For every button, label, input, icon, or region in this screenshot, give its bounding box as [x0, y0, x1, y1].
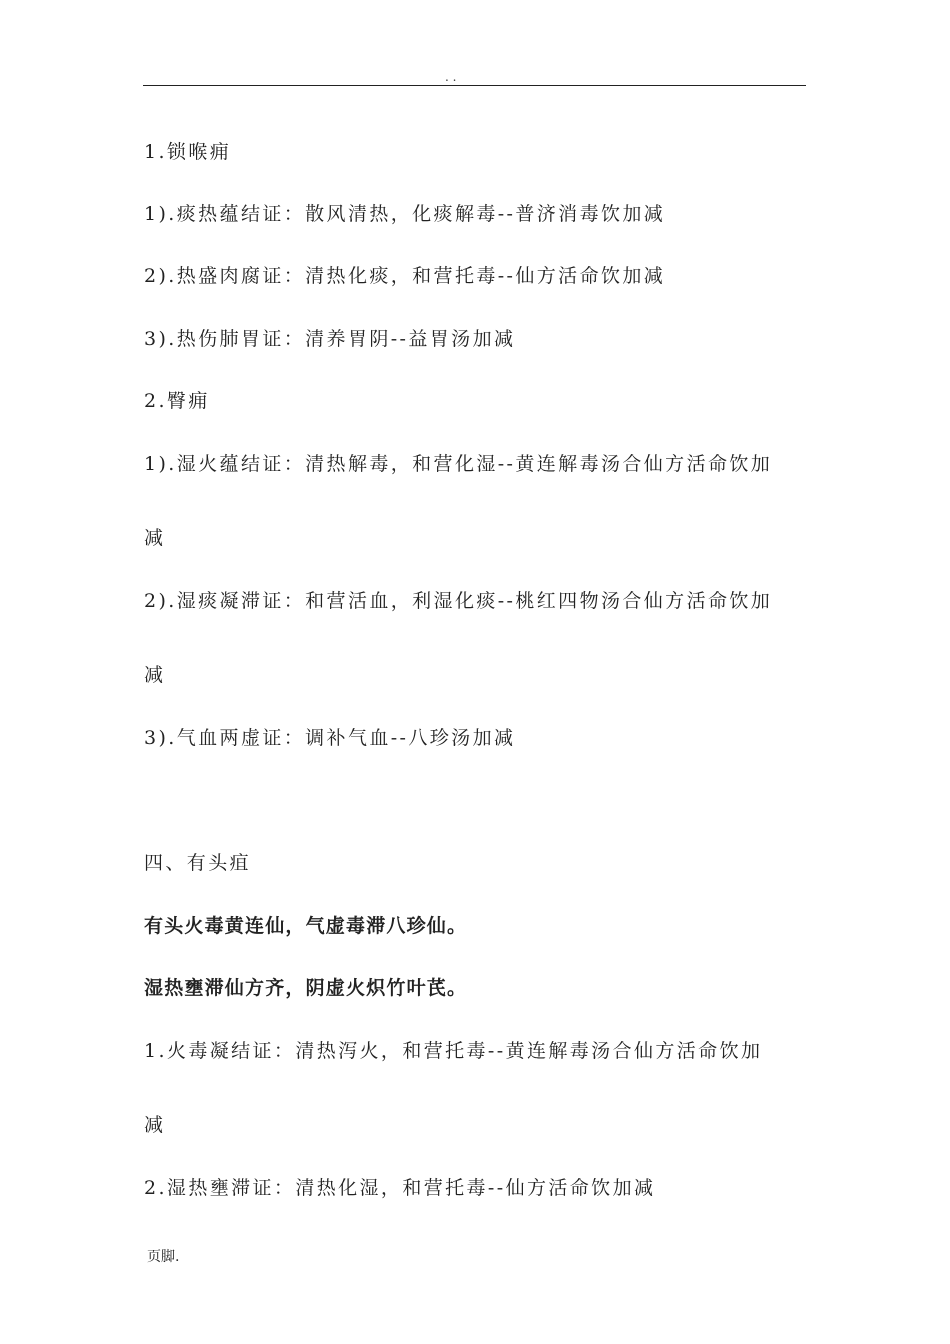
content-line: 3).气血两虚证：调补气血--八珍汤加减 [144, 727, 516, 749]
content-line: 2.湿热壅滞证：清热化湿，和营托毒--仙方活命饮加减 [144, 1177, 656, 1199]
page-footer: 页脚. [147, 1249, 180, 1265]
section-title-tunyong: 2.臀痈 [144, 390, 210, 412]
content-line: 2).热盛肉腐证：清热化痰，和营托毒--仙方活命饮加减 [144, 265, 666, 287]
content-line: 3).热伤肺胃证：清养胃阴--益胃汤加减 [144, 328, 516, 350]
mnemonic-verse: 有头火毒黄连仙，气虚毒滞八珍仙。 [144, 915, 468, 937]
section-title-suohouyong: 1.锁喉痈 [144, 141, 232, 163]
header-rule [143, 85, 806, 86]
content-line: 2).湿痰凝滞证：和营活血，利湿化痰--桃红四物汤合仙方活命饮加 [144, 590, 773, 612]
content-line-continued: 减 [144, 527, 166, 549]
section-heading-youtouju: 四、有头疽 [144, 852, 252, 874]
content-line-continued: 减 [144, 664, 166, 686]
content-line-continued: 减 [144, 1114, 166, 1136]
content-line: 1).痰热蕴结证：散风清热，化痰解毒--普济消毒饮加减 [144, 203, 666, 225]
header-marks: . . [445, 70, 457, 84]
mnemonic-verse: 湿热壅滞仙方齐，阴虚火炽竹叶芪。 [144, 977, 468, 999]
content-line: 1).湿火蕴结证：清热解毒，和营化湿--黄连解毒汤合仙方活命饮加 [144, 453, 773, 475]
content-line: 1.火毒凝结证：清热泻火，和营托毒--黄连解毒汤合仙方活命饮加 [144, 1040, 763, 1062]
